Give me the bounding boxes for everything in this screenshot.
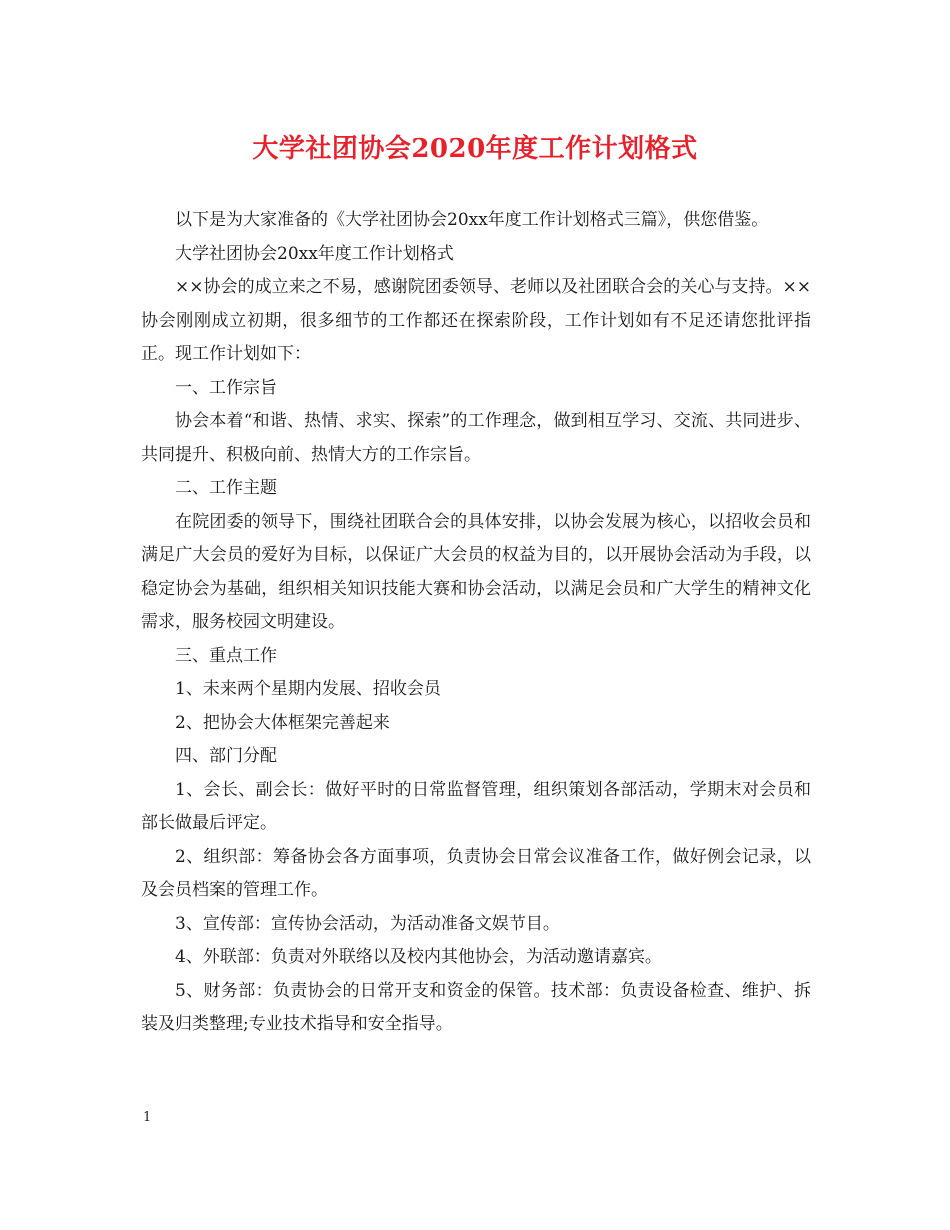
section-heading-key-work: 三、重点工作 [175,645,277,666]
paragraph-preface: ××协会的成立来之不易，感谢院团委领导、老师以及社团联合会的关心与支持。××协会刚刚成立初期，很多细节的工作都还在探索阶段，工作计划如有不足还请您批评指正。现工作计划如下： [141,277,811,364]
paragraph-theme: 在院团委的领导下，围绕社团联合会的具体安排，以协会发展为核心，以招收会员和满足广大会员的爱好为目标，以保证广大会员的权益为目的，以开展协会活动为手段，以稳定协会为基础，组织相关知识技能大赛和协会活动，以满足会员和广大学生的精神文化需求，服务校园文明建设。 [141,511,811,632]
section-heading-theme: 二、工作主题 [175,478,277,498]
list-item-department-3: 3、宣传部：宣传协会活动，为活动准备文娱节目。 [175,913,560,934]
list-item-key-work-2: 2、把协会大体框架完善起来 [175,712,390,733]
list-item-department-1: 1、会长、副会长：做好平时的日常监督管理，组织策划各部活动，学期末对会员和部长做最后评定。 [141,779,811,833]
document-title: 大学社团协会2020年度工作计划格式 [252,134,698,164]
section-heading-departments: 四、部门分配 [175,746,277,766]
paragraph-intro: 以下是为大家准备的《大学社团协会20xx年度工作计划格式三篇》，供您借鉴。 [175,210,769,230]
list-item-department-4: 4、外联部：负责对外联络以及校内其他协会，为活动邀请嘉宾。 [175,947,662,967]
page-number: 1 [143,1110,152,1125]
paragraph-purpose: 协会本着“和谐、热情、求实、探索”的工作理念，做到相互学习、交流、共同进步、共同提升、积极向前、热情大方的工作宗旨。 [141,411,811,465]
list-item-key-work-1: 1、未来两个星期内发展、招收会员 [175,679,441,699]
list-item-department-5: 5、财务部：负责协会的日常开支和资金的保管。技术部：负责设备检查、维护、拆装及归类整理;专业技术指导和安全指导。 [141,980,811,1034]
paragraph-subtitle: 大学社团协会20xx年度工作计划格式 [175,243,454,264]
document-body [141,204,811,1042]
section-heading-purpose: 一、工作宗旨 [175,377,277,398]
list-item-department-2: 2、组织部：筹备协会各方面事项，负责协会日常会议准备工作，做好例会记录，以及会员档案的管理工作。 [141,846,811,900]
